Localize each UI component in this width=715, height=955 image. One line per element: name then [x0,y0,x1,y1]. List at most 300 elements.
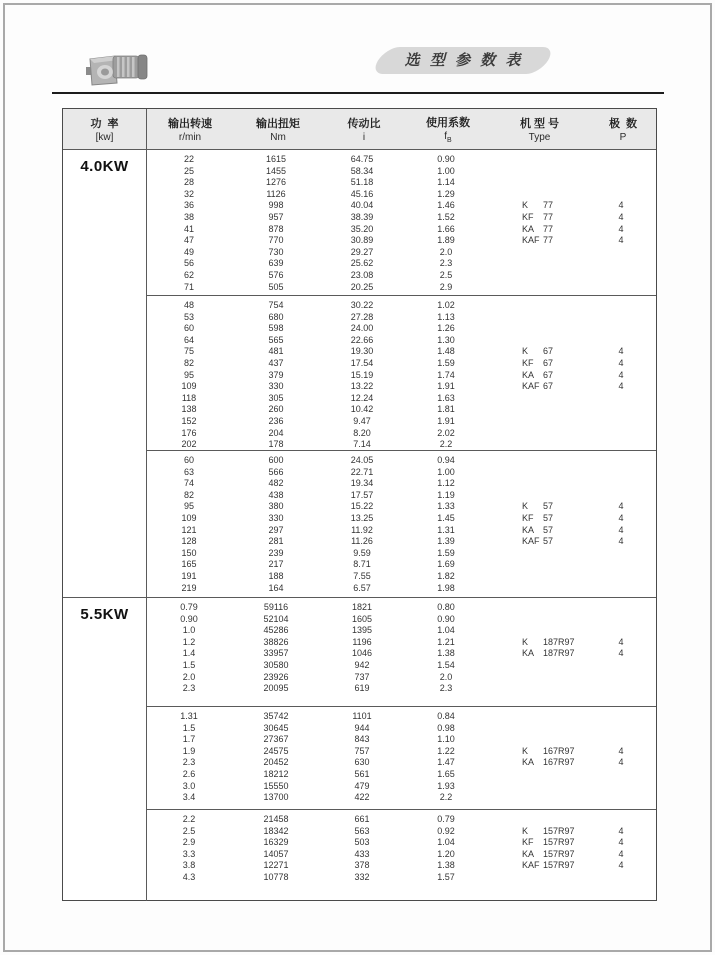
pole-cell [586,683,656,695]
speed-cell: 3.8 [182,860,196,871]
speed-cell: 2.3 [182,683,196,694]
table-row [147,439,656,450]
type-cell [489,614,586,626]
fb-cell: 1.10 [437,734,455,745]
type-prefix: KA [522,757,535,768]
pole-cell [586,439,656,450]
type-prefix: KA [522,369,535,380]
speed-cell: 2.0 [182,671,196,682]
pole-cell: 4 [618,369,624,380]
table-row [147,525,656,537]
fb-cell: 1.82 [437,570,455,581]
type-cell [489,166,586,178]
type-cell [489,583,586,595]
type-model: 67 [543,346,554,357]
type-cell [489,323,586,335]
type-prefix: KAF [522,860,540,871]
ratio-cell: 20.25 [350,281,374,292]
type-model: 187R97 [543,648,575,659]
torque-cell: 297 [268,524,284,535]
fb-cell: 0.92 [437,825,455,836]
type-cell [489,792,586,804]
table-row [147,478,656,490]
fb-cell: 1.54 [437,659,455,670]
type-model: 57 [543,501,554,512]
speed-cell: 64 [183,334,194,345]
fb-cell: 1.13 [437,311,455,322]
speed-cell: 48 [183,300,194,310]
table-sections [63,150,656,901]
type-cell [489,672,586,684]
pole-cell [586,416,656,428]
pole-cell: 4 [618,381,624,392]
type-cell [489,247,586,259]
type-prefix: KF [522,512,534,523]
table-row [147,393,656,405]
fb-cell: 1.74 [437,369,455,380]
header-divider-rule [52,92,664,94]
torque-cell: 18212 [263,768,289,779]
speed-cell: 150 [181,547,197,558]
pole-cell [586,312,656,324]
type-prefix: K [522,825,529,836]
type-cell [489,312,586,324]
ratio-cell: 1046 [351,648,373,659]
ratio-cell: 737 [354,671,370,682]
pole-cell: 4 [618,648,624,659]
torque-cell: 204 [268,427,284,438]
type-prefix: KF [522,357,534,368]
table-row [147,571,656,583]
speed-cell: 1.4 [182,648,196,659]
table-row [147,548,656,560]
pole-cell [586,711,656,723]
power-section [63,597,656,901]
pole-cell [586,258,656,270]
type-cell [489,746,586,758]
pole-cell [586,154,656,166]
ratio-cell: 30.89 [350,235,374,246]
pole-cell [586,614,656,626]
col-header-output-torque-zh: 输出扭矩 [256,118,300,130]
table-row [147,711,656,723]
ratio-cell: 25.62 [350,258,374,269]
table-row [147,536,656,548]
speed-cell: 95 [183,369,194,380]
ratio-cell: 7.14 [353,439,371,450]
col-header-service-factor-zh: 使用系数 [426,117,470,129]
speed-cell: 219 [181,582,197,593]
table-row [147,723,656,735]
fb-cell: 0.94 [437,455,455,465]
power-section [63,150,656,597]
torque-cell: 14057 [263,848,289,859]
ratio-cell: 24.05 [350,455,374,465]
type-prefix: K [522,636,529,647]
table-row [147,501,656,513]
table-row [147,270,656,282]
type-model: 157R97 [543,837,575,848]
ratio-cell: 11.92 [351,524,373,535]
type-cell [489,416,586,428]
type-prefix: K [522,200,529,211]
pole-cell [586,583,656,595]
type-cell [489,757,586,769]
speed-cell: 0.79 [180,602,198,612]
ratio-block [147,150,656,295]
pole-cell [586,571,656,583]
torque-cell: 481 [268,346,284,357]
pole-cell [586,769,656,781]
fb-cell: 1.19 [437,489,455,500]
ratio-cell: 17.54 [350,357,374,368]
speed-cell: 1.5 [182,722,196,733]
torque-cell: 330 [268,512,284,523]
fb-cell: 1.04 [437,625,455,636]
torque-cell: 330 [268,381,284,392]
type-cell [489,381,586,393]
fb-cell: 1.38 [437,860,455,871]
pole-cell [586,781,656,793]
torque-cell: 178 [268,439,284,450]
col-header-ratio [323,109,405,149]
table-row [147,312,656,324]
type-cell [489,660,586,672]
speed-cell: 53 [183,311,194,322]
pole-cell: 4 [618,825,624,836]
table-row [147,166,656,178]
ratio-cell: 630 [354,757,370,768]
ratio-cell: 22.66 [350,334,374,345]
type-model: 77 [543,211,554,222]
table-row [147,346,656,358]
torque-cell: 998 [268,200,284,211]
ratio-cell: 40.04 [350,200,374,211]
fb-cell: 2.0 [439,246,453,257]
ratio-cell: 479 [354,780,370,791]
type-cell [489,860,586,872]
fb-cell: 1.00 [437,165,455,176]
torque-cell: 23926 [263,671,289,682]
type-cell [489,300,586,312]
fb-cell: 0.98 [437,722,455,733]
ratio-cell: 661 [354,814,370,824]
fb-cell: 1.39 [437,536,455,547]
torque-cell: 236 [268,415,284,426]
torque-cell: 45286 [263,625,289,636]
ratio-cell: 843 [354,734,370,745]
pole-cell: 4 [618,860,624,871]
type-cell [489,648,586,660]
pole-cell [586,467,656,479]
torque-cell: 24575 [263,745,289,756]
torque-cell: 13700 [263,792,289,803]
table-row [147,792,656,804]
fb-cell: 1.14 [437,177,455,188]
type-cell [489,559,586,571]
speed-cell: 62 [183,269,194,280]
ratio-cell: 563 [354,825,370,836]
speed-cell: 2.5 [182,825,196,836]
col-header-output-speed-unit: r/min [178,132,202,143]
table-row [147,200,656,212]
ratio-cell: 9.47 [353,415,371,426]
section-data [147,150,656,597]
fb-cell: 1.98 [437,582,455,593]
speed-cell: 1.2 [182,636,196,647]
table-row [147,381,656,393]
fb-cell: 0.90 [437,154,455,164]
type-cell [489,224,586,236]
col-header-output-torque-unit: Nm [270,132,286,143]
torque-cell: 305 [268,392,284,403]
fb-cell: 1.57 [437,871,455,882]
speed-cell: 1.0 [182,625,196,636]
torque-cell: 680 [268,311,284,322]
ratio-cell: 35.20 [350,223,374,234]
speed-cell: 82 [183,357,194,368]
table-row [147,860,656,872]
torque-cell: 770 [268,235,284,246]
table-row [147,224,656,236]
pole-cell: 4 [618,536,624,547]
pole-cell: 4 [618,757,624,768]
speed-cell: 128 [181,536,197,547]
type-cell [489,270,586,282]
table-row [147,282,656,294]
type-cell [489,189,586,201]
power-label: 4.0KW [80,158,129,175]
fb-cell: 1.31 [437,524,455,535]
ratio-cell: 11.26 [351,536,373,547]
pole-cell: 4 [618,501,624,512]
page-title: 选 型 参 数 表 [404,52,524,69]
type-cell [489,177,586,189]
col-header-poles-unit: P [619,132,627,143]
type-prefix: K [522,745,529,756]
type-cell [489,571,586,583]
fb-cell: 2.3 [439,683,453,694]
fb-cell: 2.9 [439,281,453,292]
speed-cell: 1.9 [182,745,196,756]
pole-cell [586,723,656,735]
type-cell [489,501,586,513]
type-model: 77 [543,235,554,246]
torque-cell: 754 [268,300,284,310]
col-header-service-factor [405,109,491,149]
fb-cell: 1.81 [437,404,455,415]
fb-cell: 2.2 [439,439,453,450]
table-row [147,746,656,758]
type-cell [489,346,586,358]
col-header-power-unit: [kw] [95,132,114,143]
speed-cell: 109 [181,381,197,392]
type-cell [489,602,586,614]
ratio-cell: 561 [354,768,370,779]
fb-cell: 1.21 [437,636,455,647]
fb-cell: 1.93 [437,780,455,791]
table-row [147,416,656,428]
speed-cell: 60 [183,455,194,465]
speed-cell: 109 [181,512,197,523]
torque-cell: 15550 [263,780,289,791]
type-prefix: KA [522,848,535,859]
ratio-cell: 503 [354,837,370,848]
speed-cell: 121 [181,524,197,535]
table-row [147,490,656,502]
type-cell [489,393,586,405]
ratio-cell: 27.28 [350,311,374,322]
table-row [147,637,656,649]
ratio-cell: 13.25 [350,512,374,523]
speed-cell: 152 [181,415,197,426]
power-cell [63,150,147,597]
type-cell [489,814,586,826]
speed-cell: 3.0 [182,780,196,791]
type-cell [489,872,586,884]
pole-cell [586,490,656,502]
ratio-block [147,809,656,901]
ratio-cell: 19.34 [350,478,374,489]
torque-cell: 957 [268,211,284,222]
fb-cell: 1.59 [437,357,455,368]
torque-cell: 438 [268,489,284,500]
torque-cell: 10778 [263,871,289,882]
type-cell [489,154,586,166]
fb-cell: 1.46 [437,200,455,211]
table-row [147,247,656,259]
type-cell [489,258,586,270]
section-data [147,598,656,901]
pole-cell: 4 [618,357,624,368]
type-cell [489,625,586,637]
ratio-cell: 29.27 [350,246,374,257]
table-row [147,212,656,224]
fb-cell: 1.26 [437,323,455,334]
torque-cell: 565 [268,334,284,345]
fb-cell: 1.65 [437,768,455,779]
speed-cell: 2.6 [182,768,196,779]
torque-cell: 380 [268,501,284,512]
type-cell [489,525,586,537]
speed-cell: 28 [183,177,194,188]
fb-cell: 1.45 [437,512,455,523]
type-model: 67 [543,369,554,380]
table-row [147,513,656,525]
type-cell [489,200,586,212]
speed-cell: 38 [183,211,194,222]
table-row [147,837,656,849]
speed-cell: 47 [183,235,194,246]
col-header-type-zh: 机 型 号 [519,118,560,130]
type-model: 157R97 [543,825,575,836]
type-cell [489,439,586,450]
ratio-block [147,450,656,597]
table-row [147,189,656,201]
type-cell [489,781,586,793]
fb-cell: 1.89 [437,235,455,246]
table-row [147,177,656,189]
table-row [147,455,656,467]
speed-cell: 82 [183,489,194,500]
torque-cell: 566 [268,466,284,477]
torque-cell: 18342 [263,825,289,836]
pole-cell [586,166,656,178]
torque-cell: 59116 [263,602,289,612]
ratio-cell: 942 [354,659,370,670]
type-cell [489,335,586,347]
fb-cell: 1.04 [437,837,455,848]
torque-cell: 1455 [265,165,287,176]
speed-cell: 0.90 [180,613,198,624]
speed-cell: 71 [183,281,194,292]
fb-cell: 0.80 [437,602,455,612]
table-row [147,467,656,479]
pole-cell: 4 [618,848,624,859]
torque-cell: 437 [268,357,284,368]
col-header-output-speed-zh: 输出转速 [168,118,212,130]
gearmotor-photo [85,47,151,89]
type-model: 57 [543,524,554,535]
ratio-cell: 10.42 [350,404,374,415]
torque-cell: 38826 [263,636,289,647]
type-prefix: K [522,501,529,512]
speed-cell: 41 [183,223,194,234]
fb-cell: 1.66 [437,223,455,234]
col-header-poles-zh: 极 数 [608,118,638,130]
fb-cell: 1.47 [437,757,455,768]
torque-cell: 217 [268,559,284,570]
speed-cell: 3.3 [182,848,196,859]
pole-cell: 4 [618,211,624,222]
speed-cell: 75 [183,346,194,357]
table-row [147,683,656,695]
speed-cell: 1.5 [182,659,196,670]
ratio-cell: 1196 [352,636,372,647]
speed-cell: 49 [183,246,194,257]
fb-cell: 1.22 [437,745,455,756]
ratio-cell: 619 [354,683,370,694]
fb-cell: 1.91 [437,381,455,392]
table-row [147,734,656,746]
pole-cell [586,404,656,416]
ratio-cell: 15.19 [350,369,374,380]
type-model: 77 [543,223,554,234]
ratio-block [147,706,656,809]
fb-cell: 0.79 [437,814,455,824]
fb-cell: 1.02 [437,300,455,310]
type-cell [489,467,586,479]
type-cell [489,370,586,382]
ratio-cell: 12.24 [350,392,374,403]
type-model: 67 [543,381,554,392]
pole-cell [586,282,656,294]
speed-cell: 2.2 [182,814,196,824]
torque-cell: 576 [268,269,284,280]
torque-cell: 260 [268,404,284,415]
fb-cell: 2.3 [439,258,453,269]
ratio-block [147,295,656,450]
type-model: 57 [543,536,554,547]
speed-cell: 74 [183,478,194,489]
selection-parameter-table [62,108,657,901]
col-header-ratio-zh: 传动比 [347,118,381,130]
type-cell [489,734,586,746]
type-cell [489,683,586,695]
fb-cell: 1.52 [437,211,455,222]
torque-cell: 1276 [265,177,287,188]
table-row [147,849,656,861]
